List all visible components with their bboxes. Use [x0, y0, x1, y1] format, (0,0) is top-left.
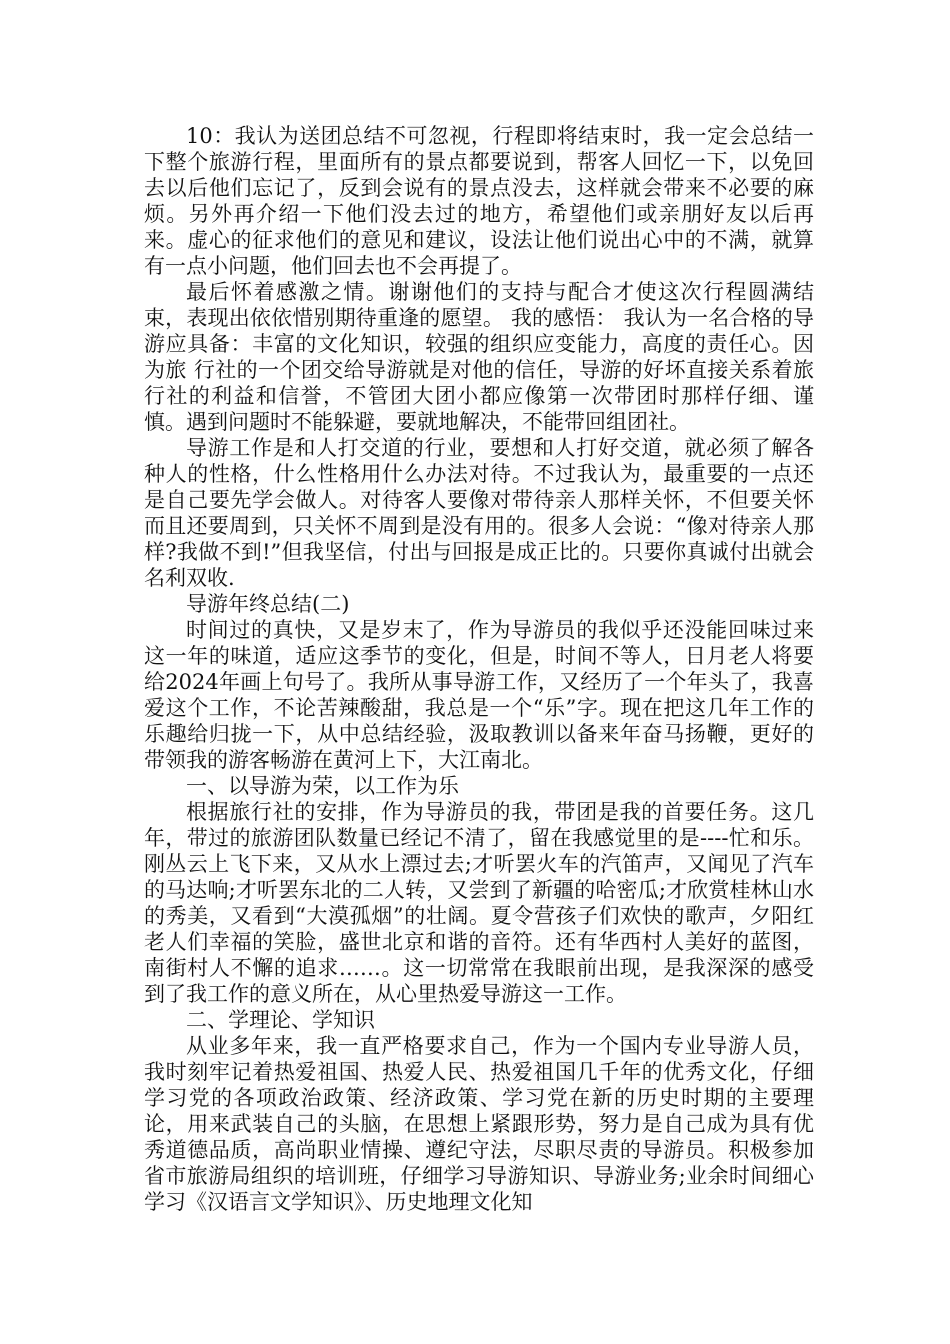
heading-section-1: 一、以导游为荣，以工作为乐	[186, 774, 459, 798]
heading-section-2: 二、学理论、学知识	[186, 1008, 375, 1032]
paragraph-tour-duties: 根据旅行社的安排，作为导游员的我，带团是我的首要任务。这几年，带过的旅游团队数量已经记不清了，留在我感觉里的是----忙和乐。刚丛云上飞下来，又从水上漂过去;才听罢火车的汽笛声，又闻见了汽车的马达响;才听罢东北的二人转，又尝到了新疆的哈密瓜;才欣赏桂林山水的秀美，又看到“大漠孤烟”的壮阔。夏令营孩子们欢快的歌声，夕阳红老人们幸福的笑脸，盛世北京和谐的音符。还有华西村人美好的蓝图，南街村人不懈的追求……。这一切常常在我眼前出现，是我深深的感受到了我工作的意义所在，从心里热爱导游这一工作。	[144, 800, 814, 1006]
paragraph-send-off-summary: 10：我认为送团总结不可忽视，行程即将结束时，我一定会总结一下整个旅游行程，里面所有的景点都要说到，帮客人回忆一下，以免回去以后他们忘记了，反到会说有的景点没去，这样就会带来不必要的麻烦。另外再介绍一下他们没去过的地方，希望他们或亲朋好友以后再来。虚心的征求他们的意见和建议，设法让他们说出心中的不满，就算有一点小问题，他们回去也不会再提了。	[144, 124, 814, 278]
section-title-year-end-summary-2: 导游年终总结(二)	[186, 592, 350, 616]
paragraph-gratitude: 最后怀着感激之情。谢谢他们的支持与配合才使这次行程圆满结束，表现出依依惜别期待重逢的愿望。 我的感悟： 我认为一名合格的导游应具备：丰富的文化知识，较强的组织应变能力，高度的责任心。因为旅 行社的一个团交给导游就是对他的信任，导游的好坏直接关系着旅行社的利益和信誉，不管团大团小都应像第一次带团时那样仔细、谨慎。遇到问题时不能躲避，要就地解决，不能带回组团社。	[144, 280, 814, 434]
paragraph-dealing-with-people: 导游工作是和人打交道的行业，要想和人打好交道，就必须了解各种人的性格，什么性格用什么办法对待。不过我认为，最重要的一点还是自己要先学会做人。对待客人要像对带待亲人那样关怀，不但要关怀而且还要周到，只关怀不周到是没有用的。很多人会说：“像对待亲人那样?我做不到!”但我坚信，付出与回报是成正比的。只要你真诚付出就会名利双收.	[144, 436, 814, 590]
paragraph-study: 从业多年来，我一直严格要求自己，作为一个国内专业导游人员，我时刻牢记着热爱祖国、热爱人民、热爱祖国几千年的优秀文化，仔细学习党的各项政治政策、经济政策、学习党在新的历史时期的主要理论，用来武装自己的头脑，在思想上紧跟形势，努力是自己成为具有优秀道德品质，高尚职业情操、遵纪守法，尽职尽责的导游员。积极参加省市旅游局组织的培训班，仔细学习导游知识、导游业务;业余时间细心学习《汉语言文学知识》、历史地理文化知	[144, 1034, 814, 1214]
document-body	[144, 123, 814, 1215]
paragraph-time-flies: 时间过的真快，又是岁末了，作为导游员的我似乎还没能回味过来这一年的味道，适应这季节的变化，但是，时间不等人，日月老人将要给2024年画上句号了。我所从事导游工作，又经历了一个年头了，我喜爱这个工作，不论苦辣酸甜，我总是一个“乐”字。现在把这几年工作的乐趣给归拢一下，从中总结经验，汲取教训以备来年奋马扬鞭，更好的带领我的游客畅游在黄河上下，大江南北。	[144, 618, 814, 772]
